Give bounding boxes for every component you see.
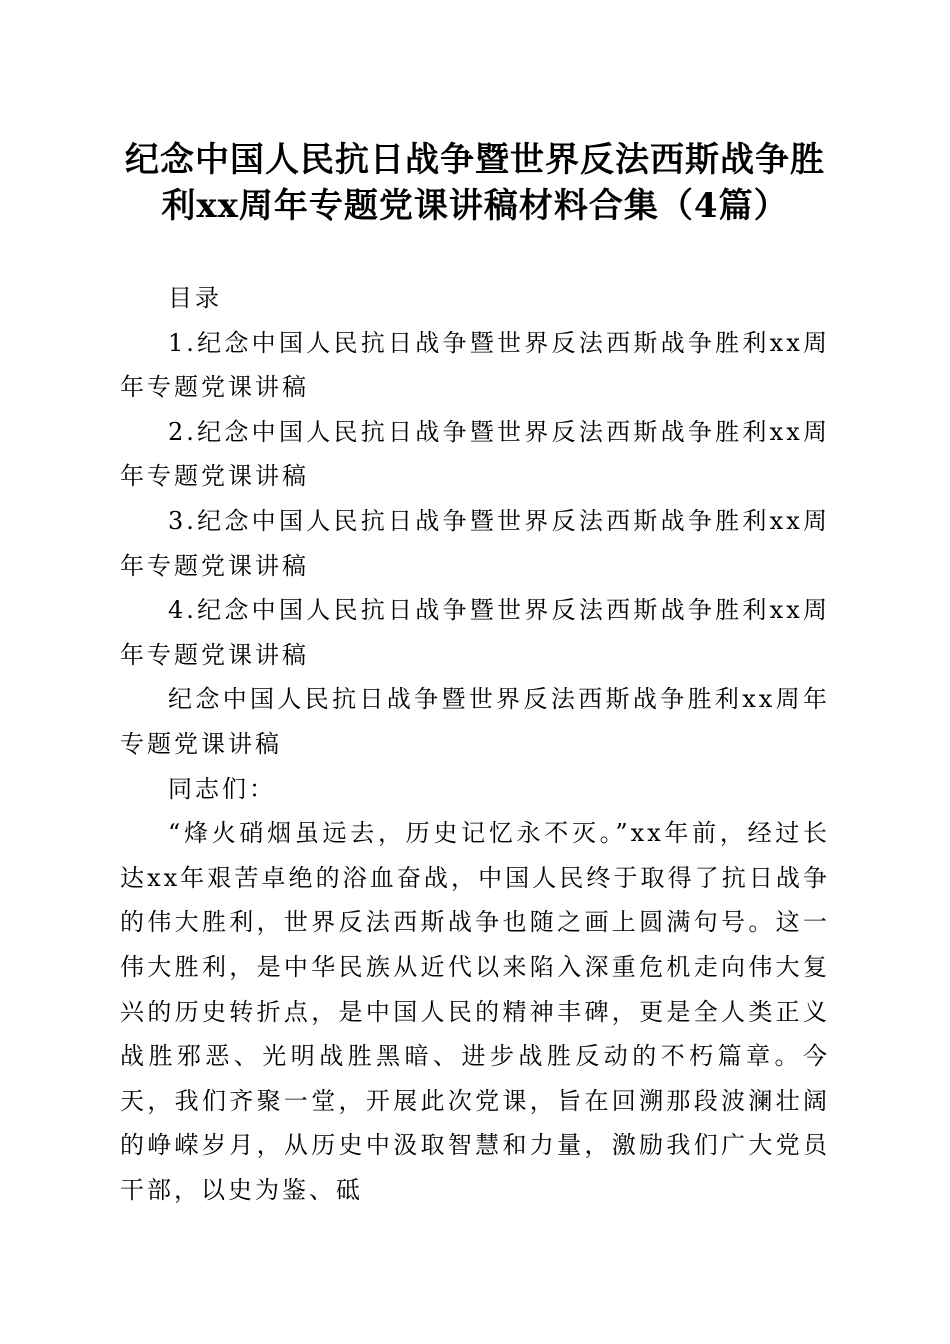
body-paragraph: “烽火硝烟虽远去，历史记忆永不灭。”xx年前，经过长达xx年艰苦卓绝的浴血奋战，中国人民终于取得了抗日战争的伟大胜利，世界反法西斯战争也随之画上圆满句号。这一伟大胜利，是中华民族从近代以来陷入深重危机走向伟大复兴的历史转折点，是中国人民的精神丰碑，更是全人类正义战胜邪恶、光明战胜黑暗、进步战胜反动的不朽篇章。今天，我们齐聚一堂，开展此次党课，旨在回溯那段波澜壮阔的峥嵘岁月，从历史中汲取智慧和力量，激励我们广大党员干部，以史为鉴、砥 — [120, 819, 830, 1204]
section-title: 纪念中国人民抗日战争暨世界反法西斯战争胜利xx周年专题党课讲稿 — [120, 685, 830, 758]
document-title-line-2: 利xx周年专题党课讲稿材料合集（4篇） — [161, 186, 789, 226]
document-body — [120, 276, 830, 1212]
toc-item-1: 1.纪念中国人民抗日战争暨世界反法西斯战争胜利xx周年专题党课讲稿 — [120, 328, 830, 402]
toc-item-4: 4.纪念中国人民抗日战争暨世界反法西斯战争胜利xx周年专题党课讲稿 — [120, 596, 830, 669]
document-title-line-1: 纪念中国人民抗日战争暨世界反法西斯战争胜 — [125, 140, 825, 180]
toc-heading: 目录 — [168, 284, 222, 312]
toc-item-2: 2.纪念中国人民抗日战争暨世界反法西斯战争胜利xx周年专题党课讲稿 — [120, 417, 830, 491]
toc-item-3: 3.纪念中国人民抗日战争暨世界反法西斯战争胜利xx周年专题党课讲稿 — [120, 506, 830, 580]
greeting: 同志们： — [168, 774, 276, 803]
